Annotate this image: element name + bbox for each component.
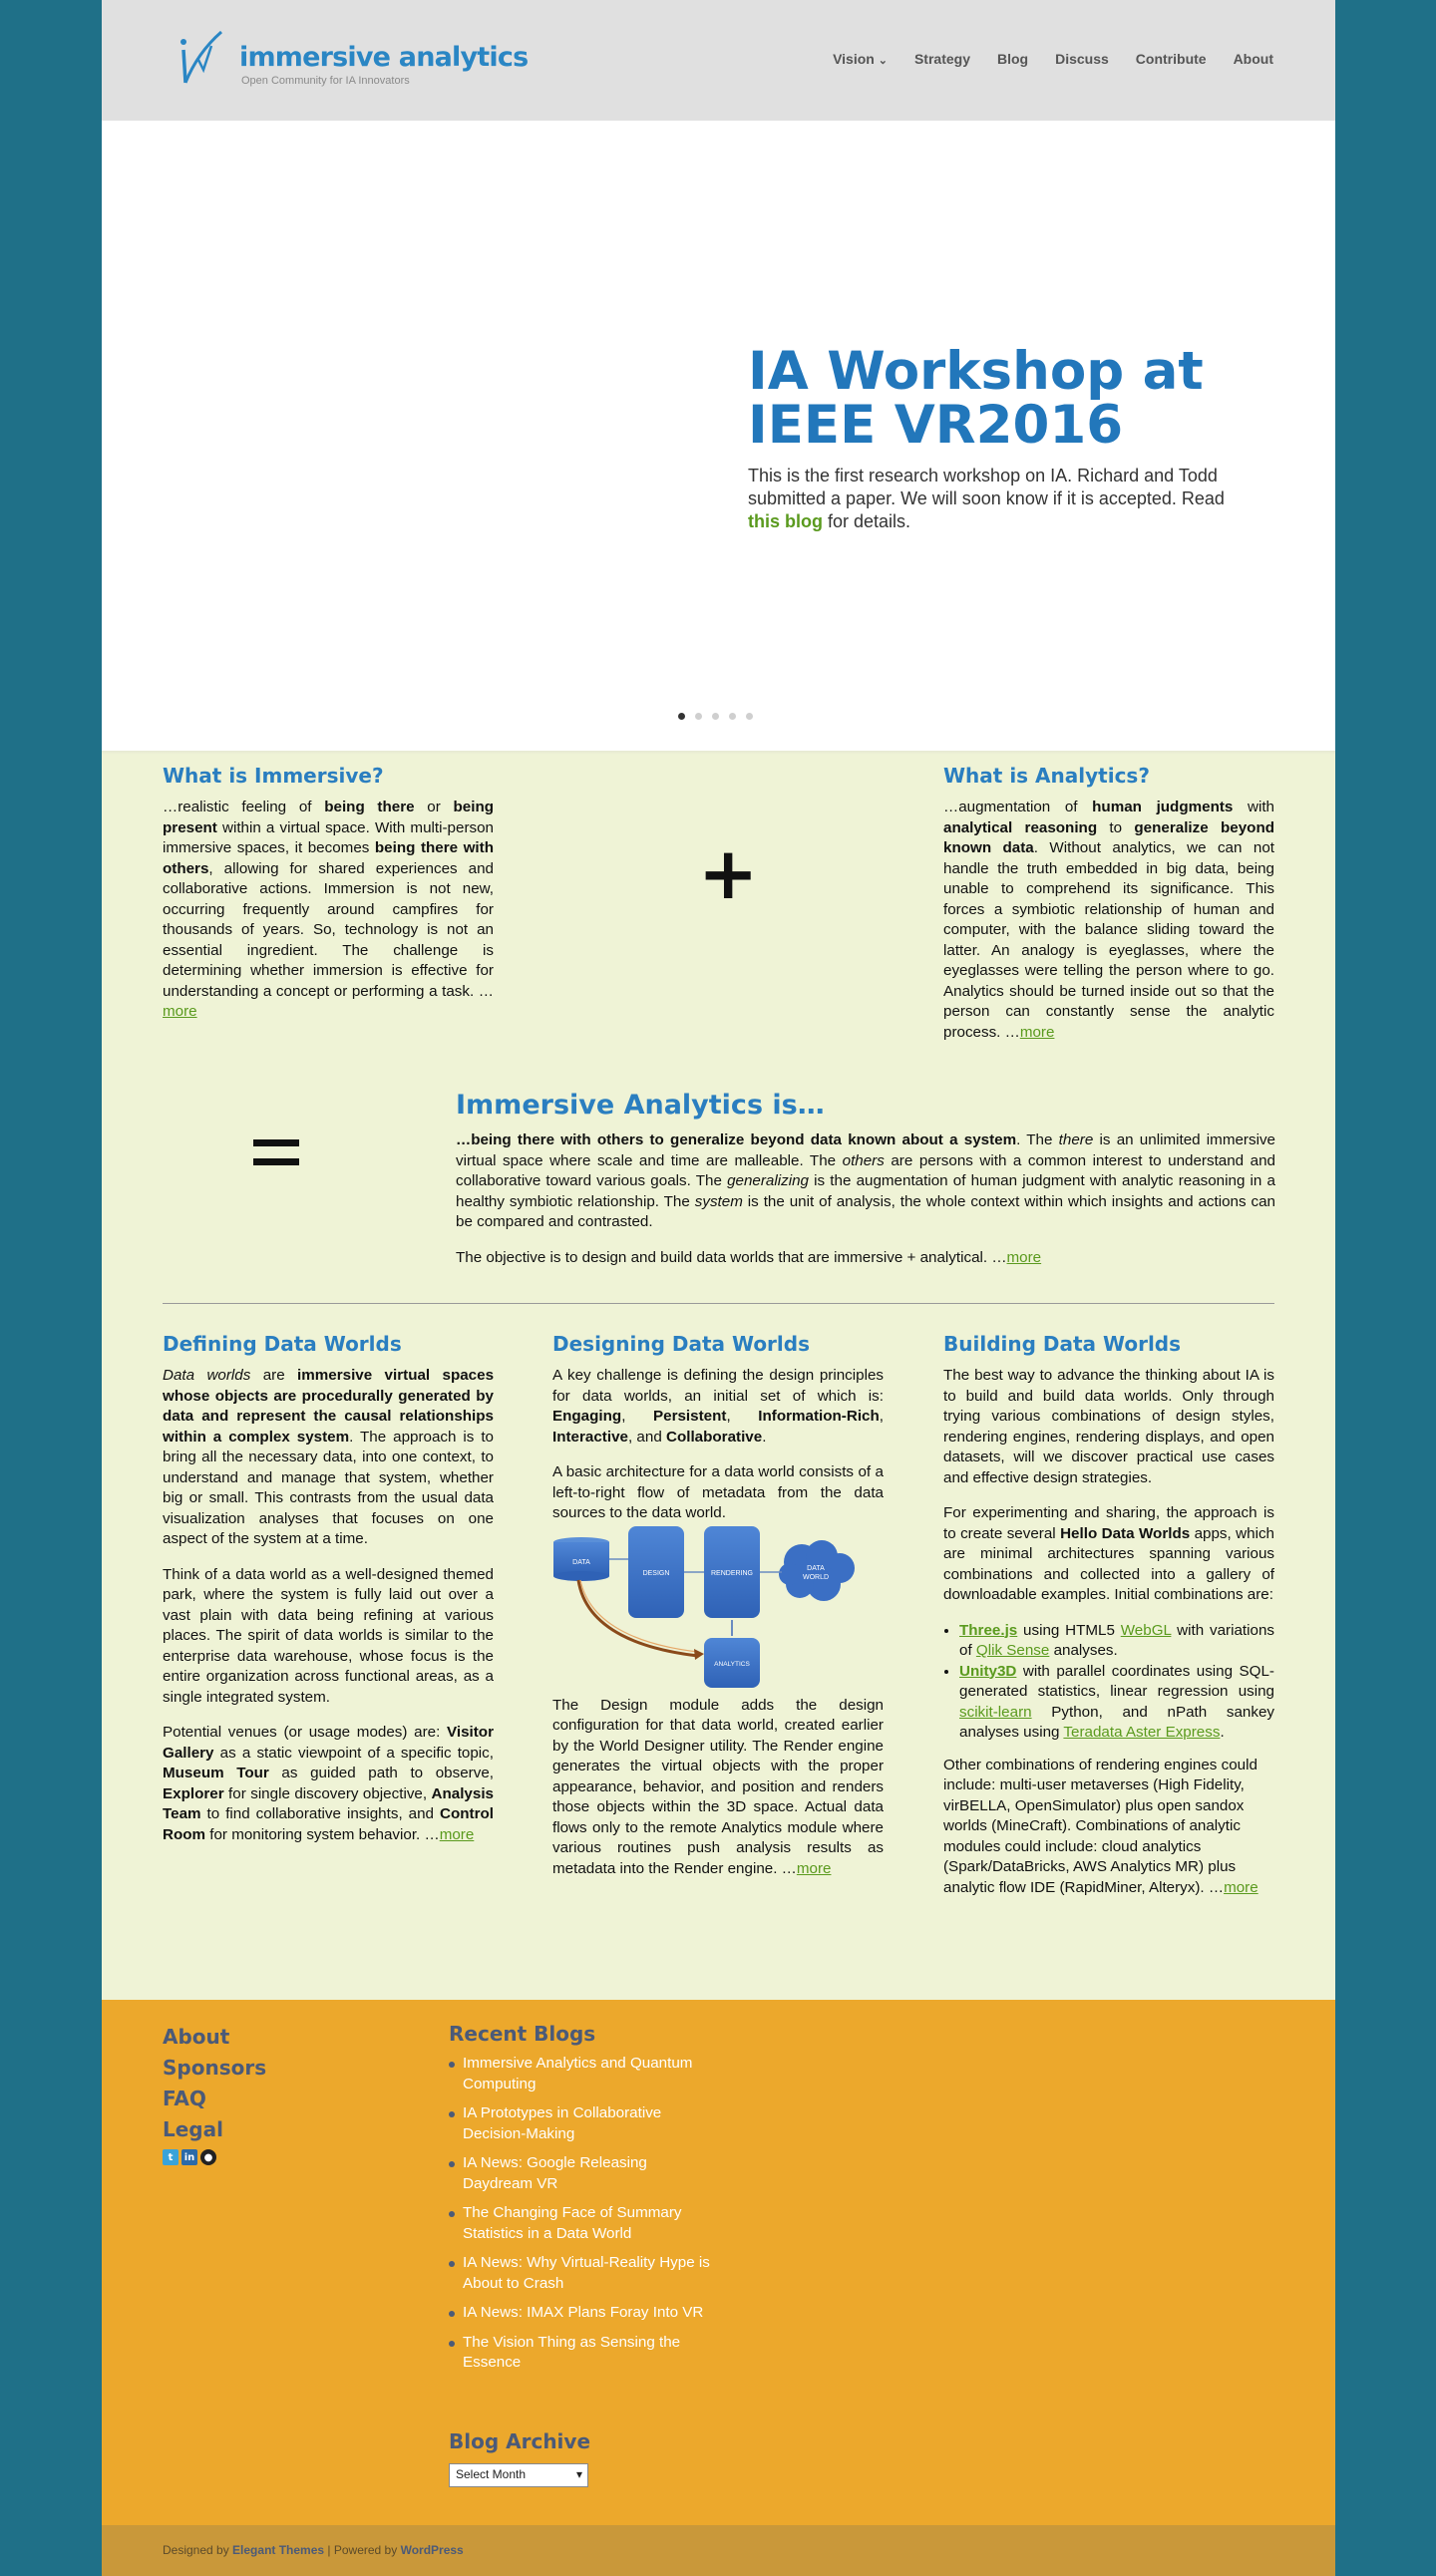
slider-dot-1[interactable] [678, 713, 685, 720]
slider-dot-2[interactable] [695, 713, 702, 720]
building-heading: Building Data Worlds [943, 1332, 1182, 1356]
defining-section [163, 1332, 494, 1860]
footer-link-about[interactable]: About [163, 2025, 230, 2049]
section-divider [163, 1303, 1274, 1304]
qlik-sense-link[interactable]: Qlik Sense [975, 1642, 1050, 1659]
recent-blogs-title: Recent Blogs [449, 2022, 596, 2046]
recent-blog-link[interactable]: IA News: Google Releasing Daydream VR [449, 2153, 713, 2194]
immersive-section [163, 764, 494, 1023]
recent-blogs-widget [449, 2022, 713, 2383]
webgl-link[interactable]: WebGL [1120, 1621, 1172, 1639]
diagram-world-label-1: DATA [807, 1564, 825, 1572]
footer-link-legal[interactable]: Legal [163, 2117, 223, 2141]
combinations-list [959, 1621, 1274, 1744]
data-world-cloud [779, 1540, 855, 1601]
main-nav [833, 51, 1273, 67]
footer-links [163, 2022, 266, 2165]
defining-text: Data worlds are immersive virtual spaces whose objects are procedurally generated by data and represent the causal relationships within a complex system. The approach is to bring all the necessary data, into one context, to understand and manage that system, whether big or small. This contrasts from the usual data visualization analyses that focuses on one aspect of the system at a time. Think of a data world as a well-designed themed park, where the system is fully laid out over a vast plain with data being refining at various places. The spirit of data worlds is similar to the enterprise data warehouse, whose focus is the entire organization across functional areas, as a single integrated system. Potential venues (or usage modes) are: Visitor Gallery as a static viewpoint of a specific topic, Museum Tour as guided path to observe, Explorer for single discovery objective, Analysis Team to find collaborative insights, and Control Room for monitoring system behavior. …more [163, 1367, 495, 1843]
hero-divider [102, 751, 1335, 755]
designing-more-link[interactable]: more [796, 1859, 832, 1877]
ia-more-link[interactable]: more [1006, 1248, 1042, 1266]
designing-text: A key challenge is defining the design principles for data worlds, an initial set of which is: Engaging, Persistent, Information-Rich, Interactive, and Collaborative. A basic architecture for a data world consists of a left-to-right flow of metadata from the data sources to the data world. DATA DESIGN RENDERING DATA WORLD ANALYTICS The Design module adds the design configuration for that data world, created earlier by the World Designer utility. The Render engine generates the virtual objects with the proper appearance, behavior, and position and renders those objects within the 3D space. Actual data flows only to the remote Analytics module where various routines push analysis results as metadata into the Render engine. …more [552, 1366, 884, 1879]
blog-archive-widget [449, 2429, 590, 2487]
equals-symbol [253, 1139, 301, 1169]
diagram-world-label-2: WORLD [802, 1573, 830, 1581]
teradata-link[interactable]: Teradata Aster Express [1063, 1724, 1221, 1741]
github-icon[interactable]: ● [200, 2149, 216, 2165]
hero-text-before: This is the first research workshop on IA. Richard and Todd submitted a paper. We will soon know if it is accepted. Read [748, 466, 1225, 508]
ia-definition-text: …being there with others to generalize beyond data known about a system. The there is an unlimited immersive virtual space where scale and time are malleable. The others are persons with a common interest to understand and collaborative toward various goals. The generalizing is the augmentation of human judgment with analytic reasoning in a healthy symbiotic relationship. The system is the unit of analysis, the whole context within which insights and actions can be compared and contrasted. The objective is to design and build data worlds that are immersive + analytical. …more [456, 1131, 1276, 1266]
site-name: immersive analytics [239, 42, 529, 73]
threejs-link[interactable]: Three.js [959, 1621, 1018, 1639]
slider-dot-5[interactable] [746, 713, 753, 720]
building-text: The best way to advance the thinking about IA is to build and build data worlds. Only through trying various combinations of design styles, rendering engines, rendering displays, and open datasets, will we discover practical use cases and effective design strategies. For experimenting and sharing, the approach is to create several Hello Data Worlds apps, which are minimal architectures spanning various combinations and collected into a gallery of downloadable examples. Initial combinations are: • Three.js using HTML5 WebGL with variations of Qlik Sense analyses. • Unity3D with parallel coordinates using SQL-generated statistics, linear regression using scikit-learn Python, and nPath sankey analyses using Teradata Aster Express. Other combinations of rendering engines could include: multi-user metaverses (High Fidelity, virBELLA, OpenSimulator) plus open sandox worlds (MineCraft). Combinations of analytic modules could include: cloud analytics (Spark/DataBricks, AWS Analytics MR) plus analytic flow IDE (RapidMiner, Alteryx). …more [943, 1366, 1274, 1898]
recent-blog-link[interactable]: IA Prototypes in Collaborative Decision-Making [449, 2103, 713, 2144]
linkedin-icon[interactable]: in [181, 2149, 197, 2165]
nav-vision-label: Vision [833, 51, 875, 67]
logo-mark-icon [178, 28, 227, 88]
footer-link-sponsors[interactable]: Sponsors [163, 2056, 267, 2080]
hero-slider [102, 121, 1335, 753]
analytics-more-link[interactable]: more [1019, 1023, 1055, 1041]
list-item: • Three.js using HTML5 WebGL with variations of Qlik Sense analyses. [959, 1621, 1274, 1662]
elegant-themes-link[interactable]: Elegant Themes [232, 2543, 325, 2557]
analytics-section [943, 764, 1274, 1043]
designing-section [552, 1332, 884, 1894]
defining-heading: Defining Data Worlds [163, 1332, 402, 1356]
site-tagline: Open Community for IA Innovators [241, 75, 410, 87]
diagram-design-label: DESIGN [642, 1569, 670, 1577]
plus-symbol: + [698, 831, 759, 915]
defining-more-link[interactable]: more [439, 1825, 475, 1843]
nav-item-about[interactable]: About [1233, 51, 1273, 67]
archive-month-select[interactable]: Select Month ▾ [449, 2463, 588, 2487]
footer-bottom-bar [102, 2525, 1335, 2576]
diagram-rendering-label: RENDERING [710, 1569, 754, 1577]
data-node [553, 1537, 609, 1581]
recent-blog-link[interactable]: IA News: Why Virtual-Reality Hype is About to Crash [449, 2253, 713, 2294]
slider-pagination [678, 713, 753, 720]
ia-objective-text: The objective is to design and build data worlds that are immersive + analytical. … [456, 1248, 1007, 1266]
building-more-link[interactable]: more [1224, 1878, 1258, 1896]
list-item: • Unity3D with parallel coordinates using SQL-generated statistics, linear regression using scikit-learn Python, and nPath sankey analyses using Teradata Aster Express. [959, 1662, 1274, 1744]
blog-archive-title: Blog Archive [449, 2429, 591, 2453]
ia-definition-heading: Immersive Analytics is… [456, 1090, 825, 1121]
twitter-icon[interactable]: t [163, 2149, 179, 2165]
recent-blog-link[interactable]: The Changing Face of Summary Statistics in a Data World [449, 2203, 713, 2244]
diagram-data-label: DATA [572, 1558, 590, 1566]
site-logo[interactable] [178, 28, 529, 92]
unity3d-link[interactable]: Unity3D [959, 1662, 1017, 1680]
hero-blog-link[interactable]: this blog [748, 511, 823, 531]
nav-item-strategy[interactable]: Strategy [913, 51, 970, 67]
diagram-analytics-label: ANALYTICS [714, 1660, 750, 1668]
chevron-down-icon: ⌄ [878, 55, 888, 67]
recent-blog-link[interactable]: The Vision Thing as Sensing the Essence [449, 2333, 713, 2374]
slider-dot-3[interactable] [712, 713, 719, 720]
analytics-text: …augmentation of human judgments with analytical reasoning to generalize beyond known data. Without analytics, we can not handle the truth embedded in big data, being unable to comprehend its significance. This forces a symbiotic relationship of human and computer, with the balance sliding toward the latter. An analogy is eyeglasses, where the eyeglasses were telling the person where to go. Analytics should be turned inside out so that the person can constantly sense the analytic process. …more [943, 799, 1274, 1041]
slider-dot-4[interactable] [729, 713, 736, 720]
scikit-learn-link[interactable]: scikit-learn [959, 1703, 1032, 1721]
site-header [102, 0, 1335, 121]
ia-definition-section [456, 1090, 1275, 1283]
nav-item-contribute[interactable]: Contribute [1135, 51, 1207, 67]
recent-blogs-list [449, 2054, 713, 2374]
hero-title: IA Workshop at IEEE VR2016 [748, 341, 1204, 456]
nav-item-vision[interactable] [833, 51, 888, 67]
footer-link-faq[interactable]: FAQ [163, 2087, 206, 2110]
nav-item-blog[interactable]: Blog [996, 51, 1029, 67]
footer-credits [163, 2543, 464, 2557]
credits-prefix: Designed by [163, 2543, 233, 2557]
recent-blog-link[interactable]: Immersive Analytics and Quantum Computing [449, 2054, 713, 2094]
wordpress-link[interactable]: WordPress [400, 2543, 464, 2557]
recent-blog-link[interactable]: IA News: IMAX Plans Foray Into VR [449, 2303, 713, 2324]
immersive-more-link[interactable]: more [163, 1003, 197, 1020]
building-section [943, 1332, 1274, 1913]
page [102, 0, 1335, 2576]
immersive-heading: What is Immersive? [163, 764, 384, 788]
designing-heading: Designing Data Worlds [552, 1332, 810, 1356]
social-icons [163, 2149, 266, 2165]
hero-text-after: for details. [823, 511, 911, 531]
site-footer [102, 2000, 1335, 2525]
nav-item-discuss[interactable]: Discuss [1055, 51, 1109, 67]
analytics-heading: What is Analytics? [943, 764, 1150, 788]
immersive-text: …realistic feeling of being there or being present within a virtual space. With multi-person immersive spaces, it becomes being there with others, allowing for shared experiences and collaborative actions. Immersion is not new, occurring frequently around campfires for thousands of years. So, technology is not an essential ingredient. The challenge is determining whether immersion is effective for understanding a concept or performing a task. …more [163, 799, 495, 1020]
hero-text [748, 465, 1256, 533]
architecture-diagram [546, 1522, 882, 1690]
credits-mid: | Powered by [324, 2543, 401, 2557]
